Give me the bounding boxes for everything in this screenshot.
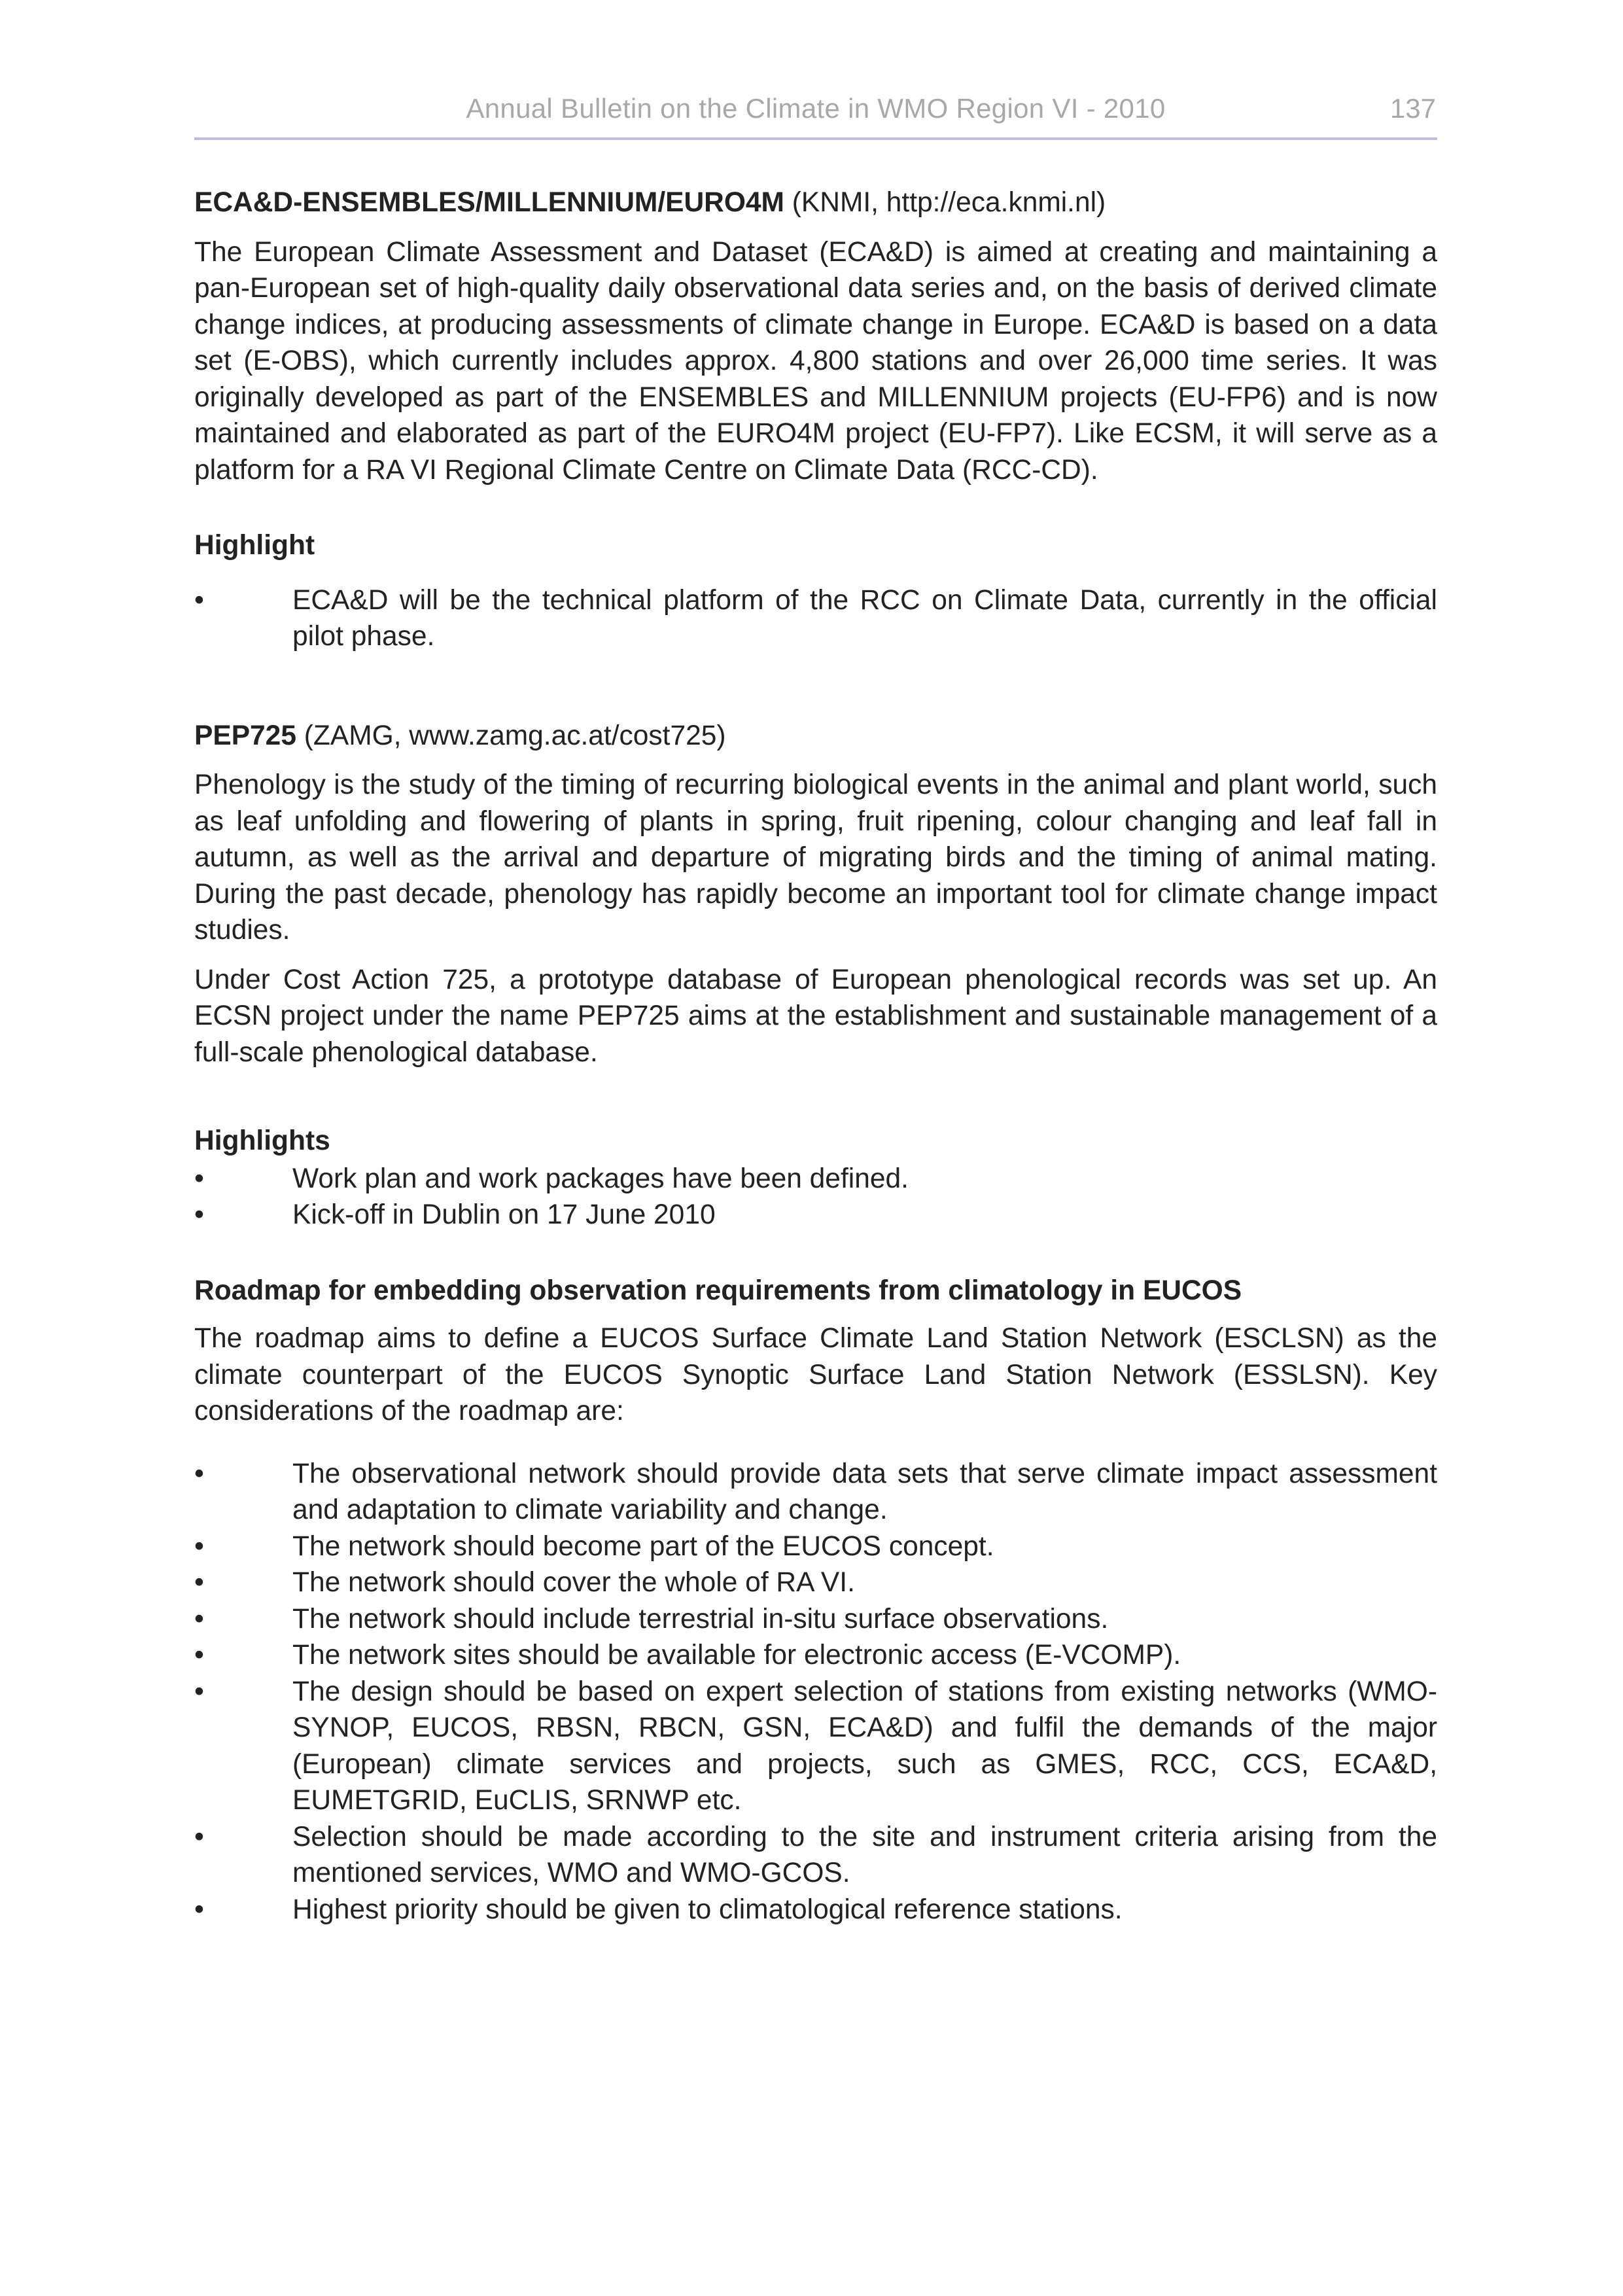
list-item	[194, 1564, 1437, 1601]
bullet-icon: •	[194, 1567, 204, 1598]
bullet-icon: •	[194, 1458, 204, 1489]
list-item	[194, 1456, 1437, 1528]
pep725-title-bold: PEP725	[194, 720, 296, 751]
bullet-icon: •	[194, 1894, 204, 1925]
list-item-text: The network sites should be available for electronic access (E-VCOMP).	[292, 1640, 1181, 1670]
bullet-icon: •	[194, 1530, 204, 1562]
list-item	[194, 1819, 1437, 1892]
ecad-title-rest: (KNMI, http://eca.knmi.nl)	[784, 187, 1106, 218]
list-item	[194, 1637, 1437, 1674]
list-item-text: Kick-off in Dublin on 17 June 2010	[292, 1199, 716, 1230]
page-content	[194, 185, 1437, 1928]
list-item	[194, 1528, 1437, 1565]
bullet-icon: •	[194, 1603, 204, 1634]
list-item-text: The network should become part of the EUCOS concept.	[292, 1530, 994, 1562]
ecad-highlights-list	[194, 582, 1437, 655]
list-item-text: Work plan and work packages have been defined.	[292, 1163, 909, 1194]
roadmap-section-title: Roadmap for embedding observation requirements from climatology in EUCOS	[194, 1275, 1242, 1306]
pep725-paragraph-2: Under Cost Action 725, a prototype database of European phenological records was set up. An ECSN project under the name PEP725 aims at the establishment and sustainable management of a full-scale phenological database.	[194, 964, 1437, 1068]
list-item-text: Highest priority should be given to climatological reference stations.	[292, 1894, 1123, 1925]
list-item	[194, 582, 1437, 655]
bullet-icon: •	[194, 1163, 204, 1194]
list-item	[194, 1601, 1437, 1638]
list-item-text: Selection should be made according to the site and instrument criteria arising from the mentioned services, WMO and WMO-GCOS.	[292, 1821, 1437, 1888]
ecad-highlight-heading: Highlight	[194, 530, 315, 561]
list-item-text: The observational network should provide data sets that serve climate impact assessment and adaptation to climate variability and change.	[292, 1458, 1437, 1525]
list-item	[194, 1674, 1437, 1819]
list-item-text: The network should cover the whole of RA VI.	[292, 1567, 855, 1598]
list-item-text: The network should include terrestrial in-situ surface observations.	[292, 1603, 1109, 1634]
bullet-icon: •	[194, 584, 204, 616]
roadmap-paragraph: The roadmap aims to define a EUCOS Surface Climate Land Station Network (ESCLSN) as the climate counterpart of the EUCOS Synoptic Surface Land Station Network (ESSLSN). Key considerations of the roadmap are:	[194, 1323, 1437, 1426]
pep725-paragraph-1: Phenology is the study of the timing of recurring biological events in the animal and plant world, such as leaf unfolding and flowering of plants in spring, fruit ripening, colour changing and leaf fall in autumn, as well as the arrival and departure of migrating birds and the timing of animal mating. During the past decade, phenology has rapidly become an important tool for climate change impact studies.	[194, 769, 1437, 945]
ecad-section-title	[194, 185, 1437, 221]
bullet-icon: •	[194, 1640, 204, 1670]
bullet-icon: •	[194, 1199, 204, 1230]
pep725-section-title	[194, 718, 1437, 754]
list-item-text: The design should be based on expert selection of stations from existing networks (WMO-SYNOP, EUCOS, RBSN, RBCN, GSN, ECA&D) and fulfil the demands of the major (European) climate services and projects, such as GMES, RCC, CCS, ECA&D, EUMETGRID, EuCLIS, SRNWP etc.	[292, 1676, 1437, 1816]
bullet-icon: •	[194, 1821, 204, 1852]
list-item	[194, 1161, 1437, 1197]
header-title: Annual Bulletin on the Climate in WMO Region VI - 2010	[466, 93, 1166, 124]
list-item	[194, 1892, 1437, 1928]
list-item	[194, 1197, 1437, 1233]
ecad-title-bold: ECA&D-ENSEMBLES/MILLENNIUM/EURO4M	[194, 187, 784, 218]
pep725-highlights-heading: Highlights	[194, 1125, 330, 1156]
pep725-title-rest: (ZAMG, www.zamg.ac.at/cost725)	[296, 720, 726, 751]
bullet-icon: •	[194, 1676, 204, 1707]
running-header	[194, 90, 1437, 140]
page-number: 137	[1389, 93, 1436, 124]
roadmap-considerations-list	[194, 1456, 1437, 1928]
pep725-highlights-list	[194, 1161, 1437, 1233]
ecad-paragraph: The European Climate Assessment and Dataset (ECA&D) is aimed at creating and maintaining a pan-European set of high-quality daily observational data series and, on the basis of derived climate change indices, at producing assessments of climate change in Europe. ECA&D is based on a data set (E-OBS), which currently includes approx. 4,800 stations and over 26,000 time series. It was originally developed as part of the ENSEMBLES and MILLENNIUM projects (EU-FP6) and is now maintained and elaborated as part of the EURO4M project (EU-FP7). Like ECSM, it will serve as a platform for a RA VI Regional Climate Centre on Climate Data (RCC-CD).	[194, 236, 1437, 486]
list-item-text: ECA&D will be the technical platform of the RCC on Climate Data, currently in the official pilot phase.	[292, 584, 1437, 652]
